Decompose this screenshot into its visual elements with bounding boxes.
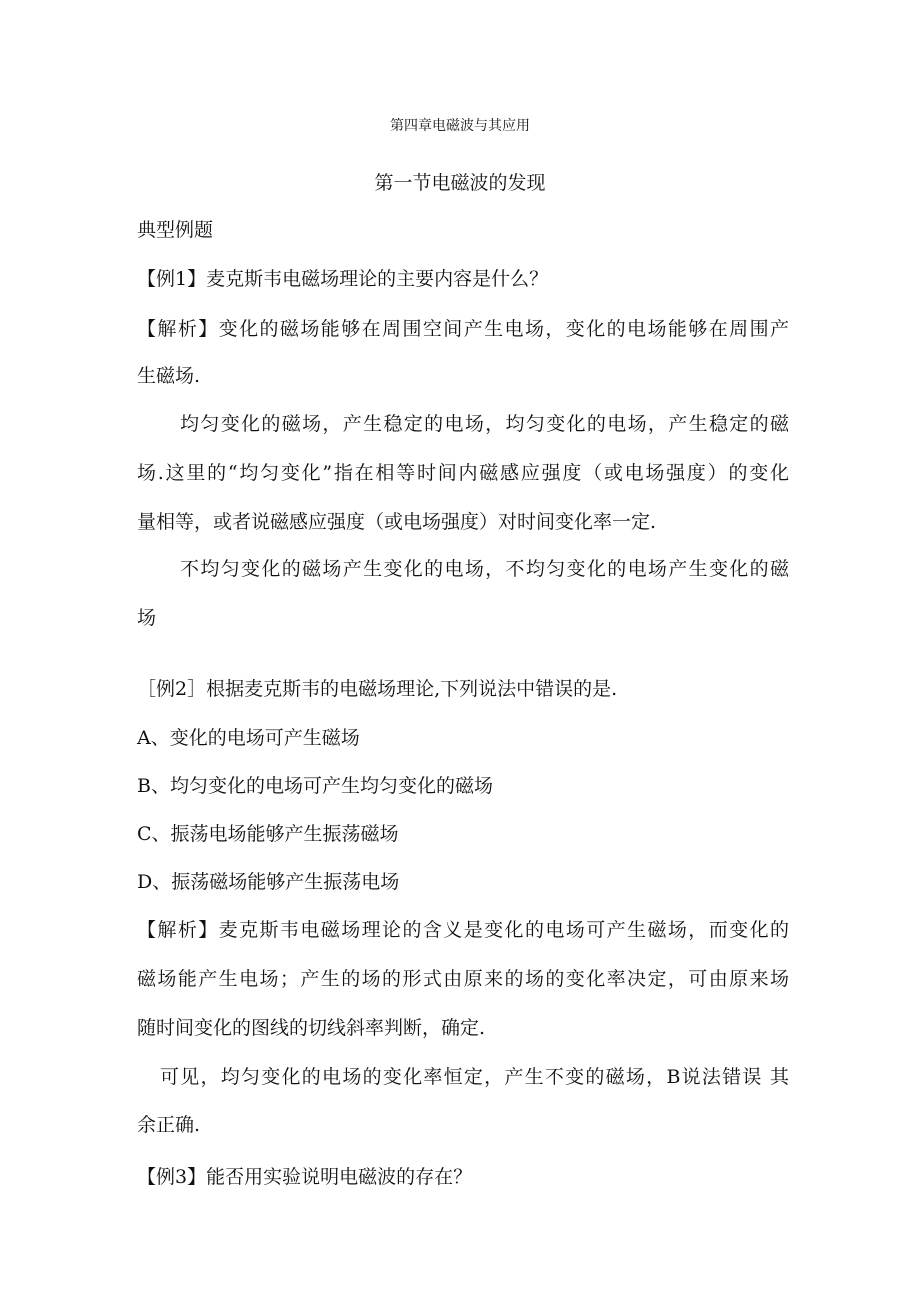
example3-question: 【例3】能否用实验说明电磁波的存在？	[137, 1166, 473, 1188]
example2-analysis-line: 磁场能产生电场；产生的场的形式由原来的场的变化率决定，可由原来场	[137, 968, 789, 990]
example1-question: 【例1】麦克斯韦电磁场理论的主要内容是什么？	[137, 268, 549, 290]
example2-analysis-line: 随时间变化的图线的切线斜率判断，确定.	[137, 1017, 486, 1039]
example2-analysis-line: 【解析】麦克斯韦电磁场理论的含义是变化的电场可产生磁场，而变化的	[137, 919, 789, 941]
example1-paragraph-line: 场	[137, 607, 157, 629]
example2-question: ［例2］根据麦克斯韦的电磁场理论,下列说法中错误的是.	[137, 678, 618, 700]
example1-analysis-line: 【解析】变化的磁场能够在周围空间产生电场，变化的电场能够在周围产	[137, 318, 789, 340]
example2-option: D、振荡磁场能够产生振荡电场	[137, 871, 400, 893]
example1-paragraph-line: 不均匀变化的磁场产生变化的电场，不均匀变化的电场产生变化的磁	[180, 558, 789, 580]
example1-paragraph-line: 均匀变化的磁场，产生稳定的电场，均匀变化的电场，产生稳定的磁	[180, 413, 789, 435]
example2-option: C、振荡电场能够产生振荡磁场	[137, 823, 399, 845]
example1-paragraph-line: 量相等，或者说磁感应强度（或电场强度）对时间变化率一定.	[137, 511, 657, 533]
examples-heading: 典型例题	[137, 219, 214, 241]
chapter-title: 第四章电磁波与其应用	[390, 118, 530, 134]
example2-conclusion-line: 可见，均匀变化的电场的变化率恒定，产生不变的磁场，B说法错误 其	[160, 1066, 789, 1088]
example1-paragraph-line: 场.这里的“均匀变化”指在相等时间内磁感应强度（或电场强度）的变化	[137, 462, 789, 484]
example2-option: B、均匀变化的电场可产生均匀变化的磁场	[137, 775, 493, 797]
example1-analysis-line: 生磁场.	[137, 365, 201, 387]
section-title: 第一节电磁波的发现	[374, 172, 546, 194]
example2-option: A、变化的电场可产生磁场	[137, 727, 360, 749]
example2-conclusion-line: 余正确.	[137, 1114, 201, 1136]
